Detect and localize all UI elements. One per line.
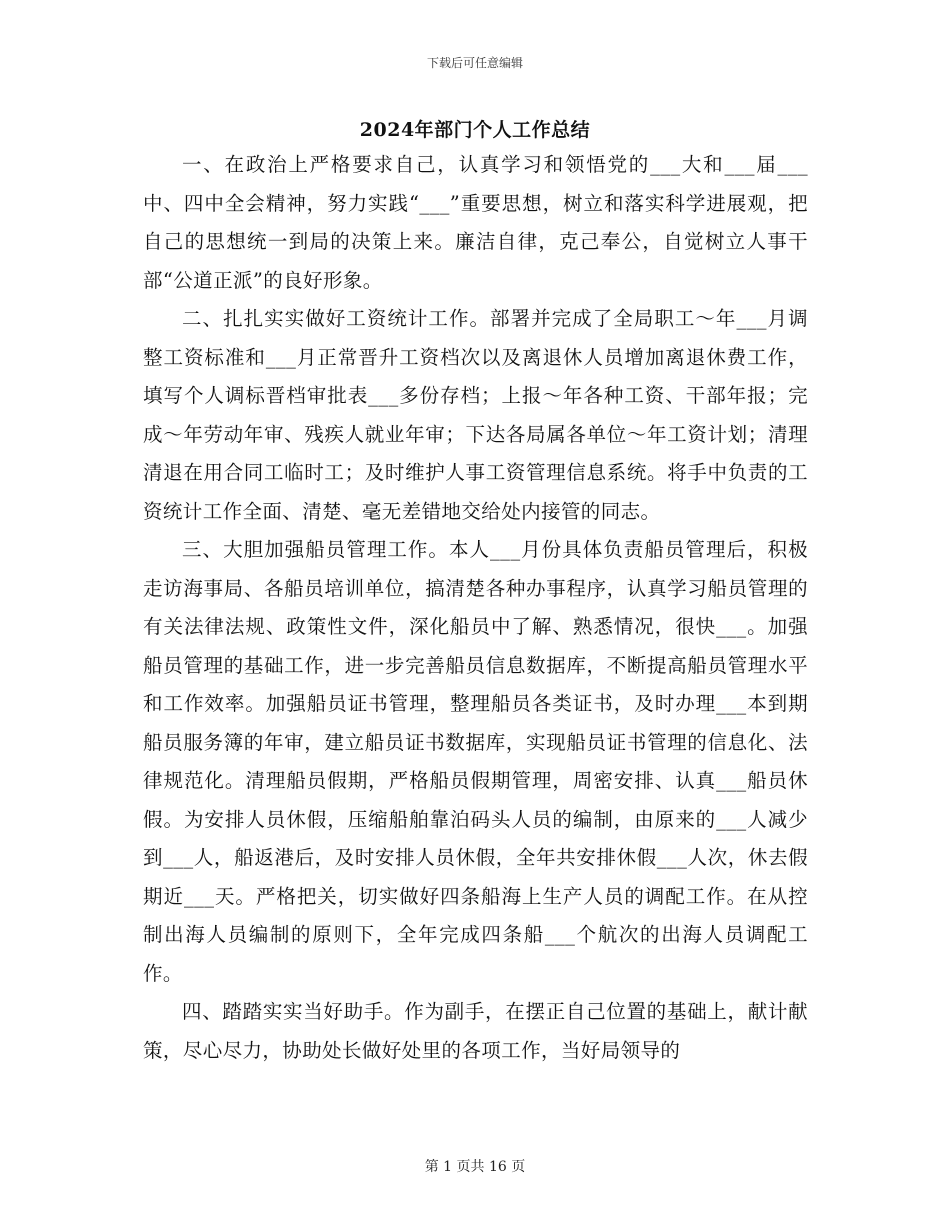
header-note: 下载后可任意编辑 xyxy=(426,56,523,70)
paragraph-3: 三、大胆加强船员管理工作。本人___月份具体负责船员管理后，积极走访海事局、各船员培训单位，搞清楚各种办事程序，认真学习船员管理的有关法律法规、政策性文件，深化船员中了解、熟悉情况，很快___。加强船员管理的基础工作，进一步完善船员信息数据库，不断提高船员管理水平和工作效率。加强船员证书管理，整理船员各类证书，及时办理___本到期船员服务簿的年审，建立船员证书数据库，实现船员证书管理的信息化、法律规范化。清理船员假期，严格船员假期管理，周密安排、认真___船员休假。为安排人员休假，压缩船舶靠泊码头人员的编制，由原来的___人减少到___人，船返港后，及时安排人员休假，全年共安排休假___人次，休去假期近___天。严格把关，切实做好四条船海上生产人员的调配工作。在从控制出海人员编制的原则下，全年完成四条船___个航次的出海人员调配工作。 xyxy=(143,538,808,985)
document-body xyxy=(143,146,808,1070)
page-footer: 第 1 页共 16 页 xyxy=(424,1159,526,1175)
paragraph-1: 一、在政治上严格要求自己，认真学习和领悟党的___大和___届___中、四中全会精神，努力实践“___”重要思想，树立和落实科学进展观，把自己的思想统一到局的决策上来。廉洁自律，克己奉公，自觉树立人事干部“公道正派”的良好形象。 xyxy=(143,153,808,292)
document-title: 2024年部门个人工作总结 xyxy=(359,119,591,141)
paragraph-2: 二、扎扎实实做好工资统计工作。部署并完成了全局职工～年___月调整工资标准和___月正常晋升工资档次以及离退休人员增加离退休费工作，填写个人调标晋档审批表___多份存档；上报～年各种工资、干部年报；完成～年劳动年审、残疾人就业年审；下达各局属各单位～年工资计划；清理清退在用合同工临时工；及时维护人事工资管理信息系统。将手中负责的工资统计工作全面、清楚、毫无差错地交给处内接管的同志。 xyxy=(143,307,808,523)
paragraph-4: 四、踏踏实实当好助手。作为副手，在摆正自己位置的基础上，献计献策，尽心尽力，协助处长做好处里的各项工作，当好局领导的 xyxy=(143,1000,808,1062)
